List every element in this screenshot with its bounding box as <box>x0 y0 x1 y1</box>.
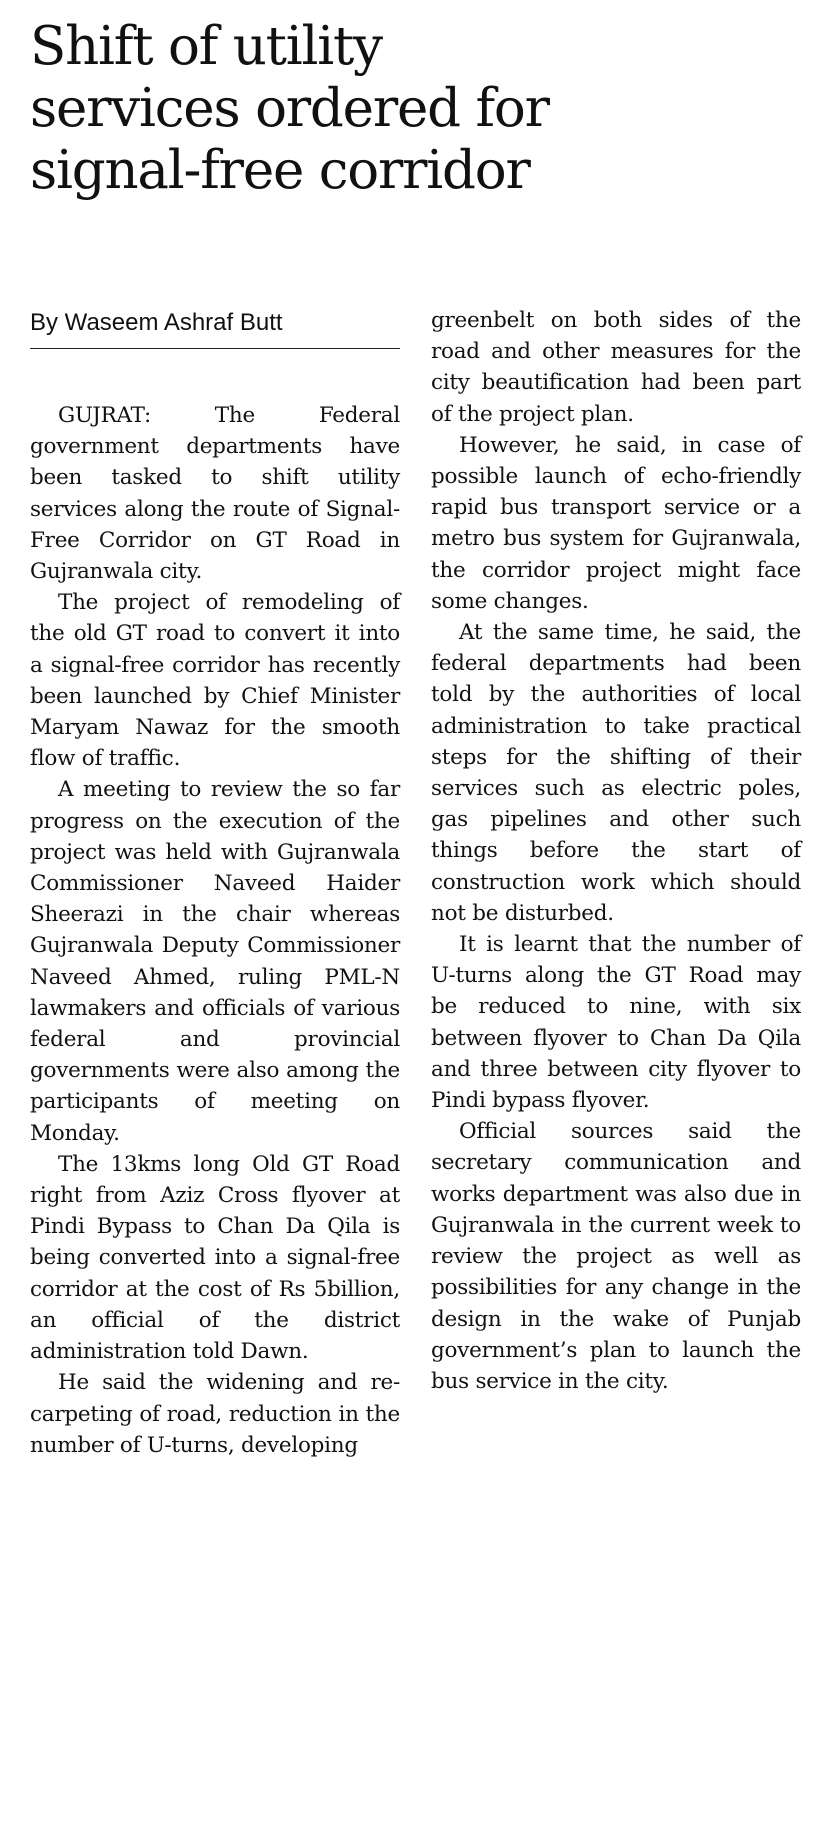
article-paragraph: A meeting to review the so far progress on the execution of the project was held with Gujranwala Commissioner Naveed Haider Sheerazi in the chair whereas Gujranwala Deputy Commissioner Naveed Ahmed, ruling PML-N lawmakers and officials of various federal and provincial governments were also among the participants of meeting on Monday. <box>30 777 400 1146</box>
byline: By Waseem Ashraf Butt <box>30 309 283 336</box>
article-paragraph-continuation: greenbelt on both sides of the road and other measures for the city beautification had been part of the project plan. <box>431 308 801 427</box>
article-paragraph: It is learnt that the number of U-turns along the GT Road may be reduced to nine, with six between flyover to Chan Da Qila and three between city flyover to Pindi bypass flyover. <box>431 932 801 1114</box>
article-paragraph: The project of remodeling of the old GT road to convert it into a signal-free corridor has recently been launched by Chief Minister Maryam Nawaz for the smooth flow of traffic. <box>30 590 400 772</box>
article-paragraph: Official sources said the secretary communication and works department was also due in Gujranwala in the current week to review the project as well as possibilities for any change in the design in the wake of Punjab government’s plan to launch the bus service in the city. <box>431 1119 801 1394</box>
article-column-right <box>431 305 801 1397</box>
article-paragraph: GUJRAT: The Federal government departments have been tasked to shift utility services along the route of Signal-Free Corridor on GT Road in Gujranwala city. <box>30 403 400 585</box>
article-column-left <box>30 400 400 1461</box>
headline-line: signal-free corridor <box>30 140 530 201</box>
article-paragraph: The 13kms long Old GT Road right from Aziz Cross flyover at Pindi Bypass to Chan Da Qila is being converted into a signal-free corridor at the cost of Rs 5billion, an official of the district administration told Dawn. <box>30 1151 400 1365</box>
headline-line: services ordered for <box>30 78 549 139</box>
article-headline <box>30 16 800 202</box>
article-paragraph: However, he said, in case of possible launch of echo-friendly rapid bus transport service or a metro bus system for Gujranwala, the corridor project might face some changes. <box>431 432 801 614</box>
article-paragraph: At the same time, he said, the federal departments had been told by the authorities of local administration to take practical steps for the shifting of their services such as electric poles, gas pipelines and other such things before the start of construction work which should not be disturbed. <box>431 620 801 926</box>
byline-divider <box>30 348 400 349</box>
headline-line: Shift of utility <box>30 16 382 77</box>
article-paragraph: He said the widening and re-carpeting of road, reduction in the number of U-turns, developing <box>30 1370 400 1458</box>
